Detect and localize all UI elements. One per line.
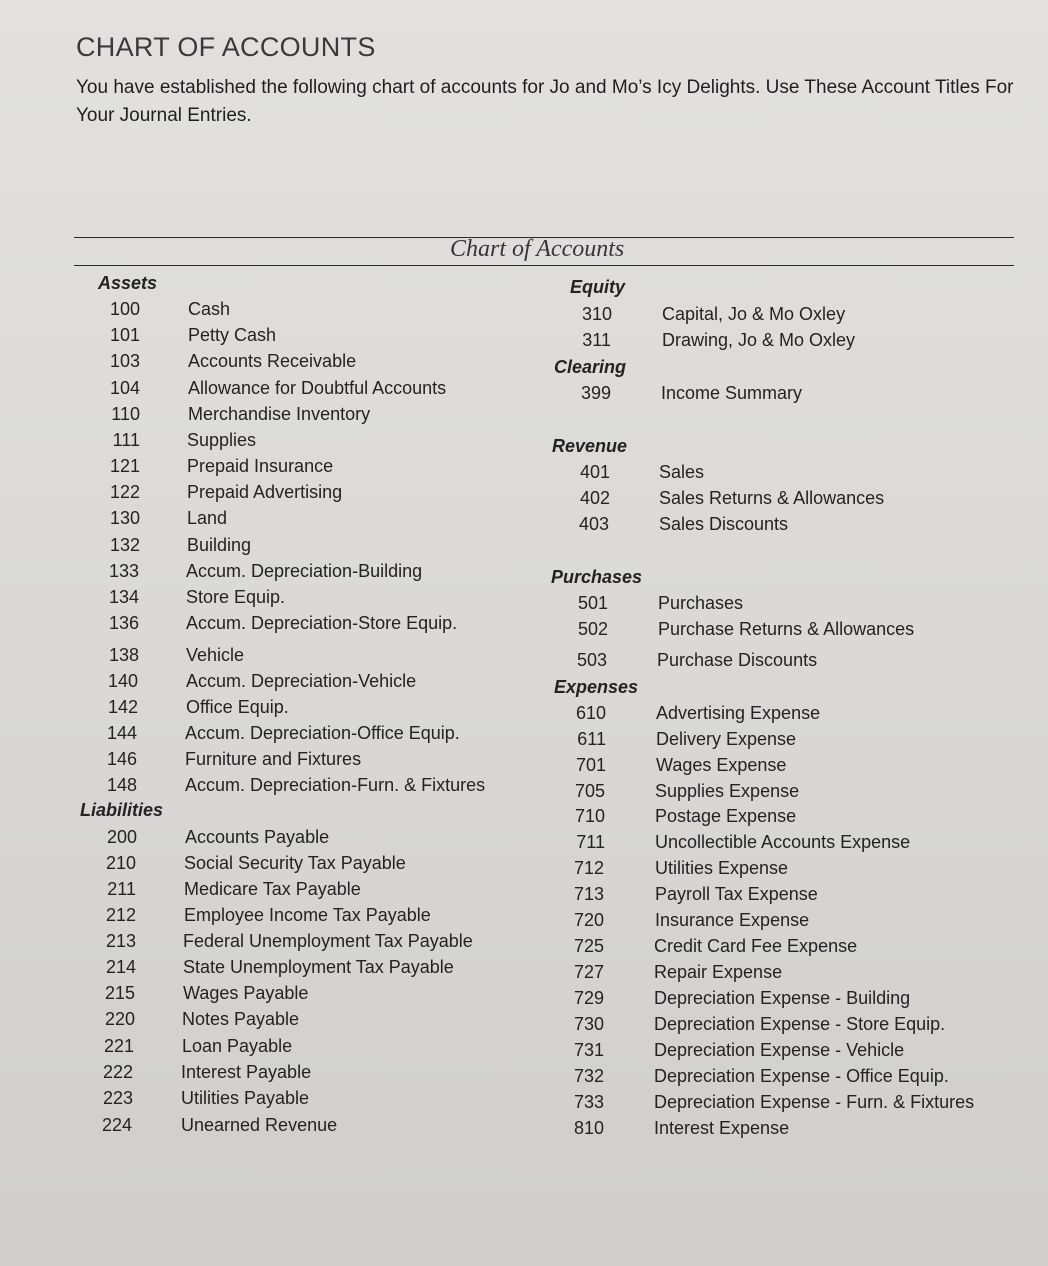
account-name: Furniture and Fixtures bbox=[185, 749, 362, 769]
account-name: Purchase Returns & Allowances bbox=[658, 619, 915, 639]
account-number: 720 bbox=[573, 910, 604, 930]
account-name: Postage Expense bbox=[655, 806, 797, 826]
account-name: Depreciation Expense - Office Equip. bbox=[654, 1066, 949, 1086]
account-number: 100 bbox=[109, 299, 140, 319]
account-name: Delivery Expense bbox=[656, 729, 797, 749]
heading-rule-bottom bbox=[74, 265, 1014, 266]
account-name: Repair Expense bbox=[654, 962, 783, 982]
account-number: 121 bbox=[109, 456, 140, 476]
account-number: 144 bbox=[106, 723, 137, 743]
account-name: Interest Expense bbox=[654, 1118, 790, 1138]
account-number: 101 bbox=[109, 325, 140, 345]
account-number: 214 bbox=[105, 957, 136, 977]
account-name: Income Summary bbox=[661, 383, 803, 403]
account-name: Medicare Tax Payable bbox=[184, 879, 361, 899]
account-name: Accum. Depreciation-Vehicle bbox=[186, 671, 417, 691]
account-number: 712 bbox=[573, 858, 604, 878]
account-number: 403 bbox=[578, 514, 609, 534]
account-number: 701 bbox=[575, 755, 606, 775]
account-name: Interest Payable bbox=[181, 1062, 312, 1082]
account-name: Land bbox=[187, 508, 228, 528]
account-name: Supplies Expense bbox=[655, 781, 800, 801]
account-name: Sales Returns & Allowances bbox=[659, 488, 885, 508]
section-label-equity: Equity bbox=[570, 277, 626, 297]
account-name: Wages Payable bbox=[183, 983, 309, 1003]
account-number: 705 bbox=[574, 781, 605, 801]
account-number: 725 bbox=[573, 936, 604, 956]
account-name: Notes Payable bbox=[182, 1009, 300, 1029]
account-number: 731 bbox=[573, 1040, 604, 1060]
account-number: 132 bbox=[109, 535, 140, 555]
account-name: Depreciation Expense - Furn. & Fixtures bbox=[654, 1092, 975, 1112]
account-number: 138 bbox=[108, 645, 139, 665]
account-number: 224 bbox=[101, 1115, 132, 1135]
account-number: 310 bbox=[581, 304, 612, 324]
account-number: 133 bbox=[108, 561, 139, 581]
account-number: 222 bbox=[102, 1062, 133, 1082]
account-name: Supplies bbox=[187, 430, 257, 450]
account-number: 146 bbox=[106, 749, 137, 769]
account-number: 220 bbox=[104, 1009, 135, 1029]
account-number: 136 bbox=[108, 613, 139, 633]
account-name: Payroll Tax Expense bbox=[655, 884, 818, 904]
section-label-revenue: Revenue bbox=[552, 436, 628, 456]
account-name: Vehicle bbox=[186, 645, 245, 665]
account-number: 213 bbox=[105, 931, 136, 951]
account-number: 727 bbox=[573, 962, 604, 982]
account-number: 399 bbox=[580, 383, 611, 403]
account-name: Cash bbox=[188, 299, 231, 319]
account-number: 122 bbox=[109, 482, 140, 502]
account-name: Sales bbox=[659, 462, 705, 482]
account-name: Depreciation Expense - Building bbox=[654, 988, 911, 1008]
account-name: Uncollectible Accounts Expense bbox=[655, 832, 911, 852]
account-number: 134 bbox=[108, 587, 139, 607]
account-name: Loan Payable bbox=[182, 1036, 293, 1056]
account-number: 733 bbox=[573, 1092, 604, 1112]
account-number: 140 bbox=[107, 671, 138, 691]
account-number: 311 bbox=[582, 330, 611, 350]
account-number: 730 bbox=[573, 1014, 604, 1034]
account-number: 711 bbox=[576, 832, 605, 852]
account-number: 401 bbox=[579, 462, 610, 482]
account-number: 732 bbox=[573, 1066, 604, 1086]
account-number: 502 bbox=[577, 619, 608, 639]
account-name: Capital, Jo & Mo Oxley bbox=[662, 304, 846, 324]
account-name: Accounts Receivable bbox=[188, 351, 357, 371]
account-number: 501 bbox=[577, 593, 608, 613]
account-number: 211 bbox=[107, 879, 136, 899]
account-number: 810 bbox=[573, 1118, 604, 1138]
account-number: 148 bbox=[106, 775, 137, 795]
account-name: Employee Income Tax Payable bbox=[184, 905, 431, 925]
account-number: 611 bbox=[577, 729, 606, 749]
account-name: Depreciation Expense - Store Equip. bbox=[654, 1014, 946, 1034]
account-number: 402 bbox=[579, 488, 610, 508]
account-name: Utilities Expense bbox=[655, 858, 789, 878]
account-name: Utilities Payable bbox=[181, 1088, 310, 1108]
account-number: 110 bbox=[111, 404, 140, 424]
section-label-expenses: Expenses bbox=[554, 677, 639, 697]
account-name: Wages Expense bbox=[656, 755, 787, 775]
section-label-clearing: Clearing bbox=[554, 357, 627, 377]
account-number: 210 bbox=[105, 853, 136, 873]
account-number: 215 bbox=[104, 983, 135, 1003]
account-number: 729 bbox=[573, 988, 604, 1008]
account-name: Building bbox=[187, 535, 252, 555]
account-name: Purchase Discounts bbox=[657, 650, 818, 670]
account-name: Store Equip. bbox=[186, 587, 286, 607]
account-number: 142 bbox=[107, 697, 138, 717]
account-number: 223 bbox=[102, 1088, 133, 1108]
account-name: Advertising Expense bbox=[656, 703, 821, 723]
account-number: 221 bbox=[103, 1036, 134, 1056]
account-name: Sales Discounts bbox=[659, 514, 789, 534]
account-name: Credit Card Fee Expense bbox=[654, 936, 858, 956]
account-name: Purchases bbox=[658, 593, 744, 613]
account-name: Insurance Expense bbox=[655, 910, 810, 930]
account-name: Drawing, Jo & Mo Oxley bbox=[662, 330, 856, 350]
intro-text: You have established the following chart of accounts for Jo and Mo’s Icy Delights. Use These Account Titles For Your Journal Entries. bbox=[76, 77, 1014, 126]
account-number: 103 bbox=[109, 351, 140, 371]
account-number: 710 bbox=[574, 806, 605, 826]
account-name: Unearned Revenue bbox=[181, 1115, 338, 1135]
account-number: 104 bbox=[109, 378, 140, 398]
section-label-liabilities: Liabilities bbox=[80, 800, 164, 820]
account-name: Accum. Depreciation-Furn. & Fixtures bbox=[185, 775, 486, 795]
account-number: 111 bbox=[112, 430, 140, 450]
section-label-assets: Assets bbox=[98, 273, 158, 293]
account-number: 610 bbox=[575, 703, 606, 723]
account-name: Depreciation Expense - Vehicle bbox=[654, 1040, 905, 1060]
page-title: CHART OF ACCOUNTS bbox=[76, 32, 376, 62]
account-name: Office Equip. bbox=[186, 697, 289, 717]
account-name: Social Security Tax Payable bbox=[184, 853, 406, 873]
section-label-purchases: Purchases bbox=[551, 567, 643, 587]
account-name: Accum. Depreciation-Store Equip. bbox=[186, 613, 458, 633]
account-number: 212 bbox=[105, 905, 136, 925]
account-number: 713 bbox=[573, 884, 604, 904]
account-name: Accum. Depreciation-Building bbox=[186, 561, 423, 581]
account-name: State Unemployment Tax Payable bbox=[183, 957, 454, 977]
account-name: Merchandise Inventory bbox=[188, 404, 371, 424]
account-number: 130 bbox=[109, 508, 140, 528]
chart-heading: Chart of Accounts bbox=[450, 236, 625, 262]
account-name: Accounts Payable bbox=[185, 827, 330, 847]
account-number: 200 bbox=[106, 827, 137, 847]
account-name: Prepaid Advertising bbox=[187, 482, 343, 502]
account-name: Allowance for Doubtful Accounts bbox=[188, 378, 447, 398]
account-name: Petty Cash bbox=[188, 325, 277, 345]
account-name: Accum. Depreciation-Office Equip. bbox=[185, 723, 460, 743]
account-name: Prepaid Insurance bbox=[187, 456, 334, 476]
account-number: 503 bbox=[576, 650, 607, 670]
account-name: Federal Unemployment Tax Payable bbox=[183, 931, 473, 951]
